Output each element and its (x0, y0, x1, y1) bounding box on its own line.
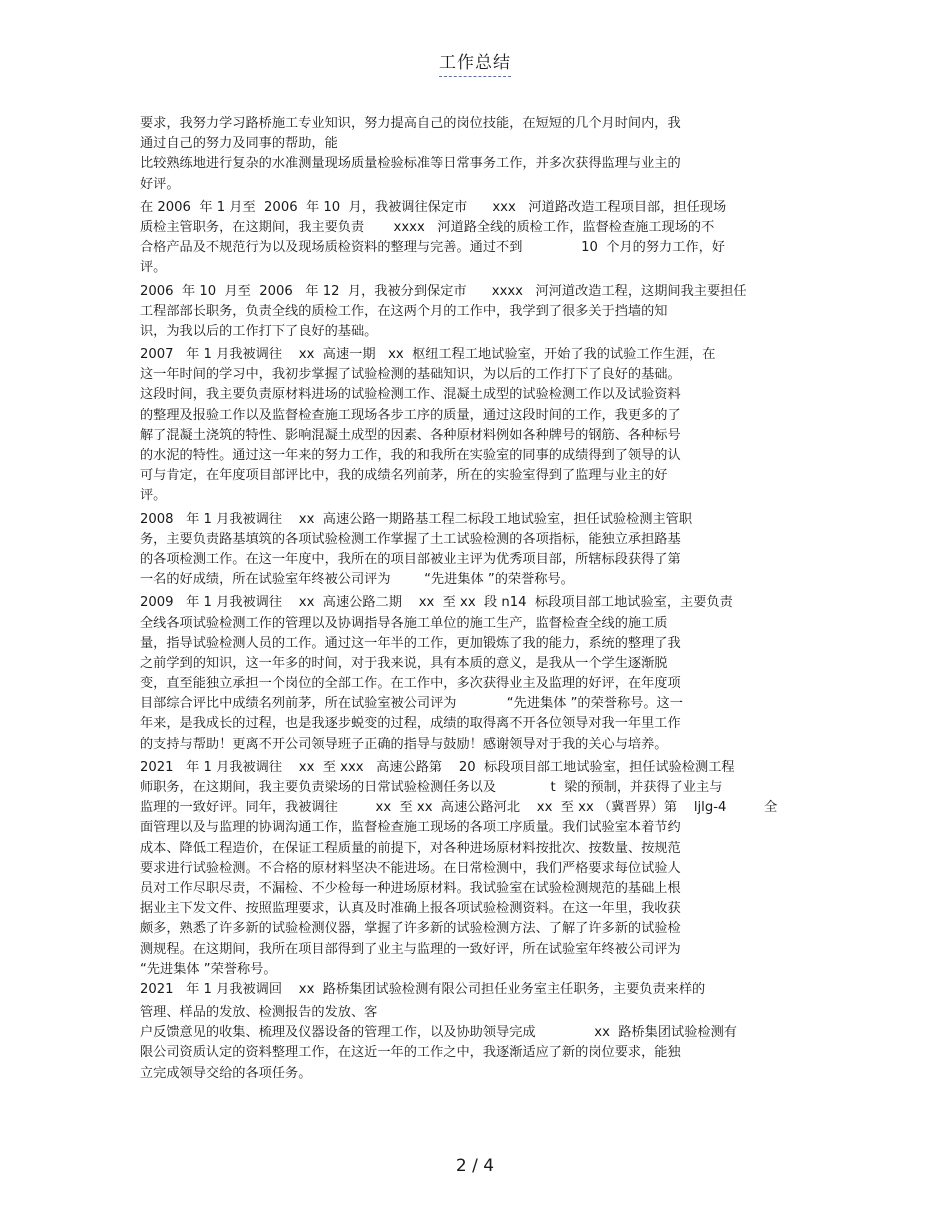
page-number: 2 / 4 (455, 1156, 495, 1176)
text-line: 员对工作尽职尽责，不漏检、不少检每一种进场原材料。我试验室在试验检测规范的基础上根 (140, 880, 681, 896)
text-line: 的水泥的特性。通过这一年来的努力工作，我的和我所在实验室的同事的成绩得到了领导的认 (140, 448, 681, 463)
text-line: 立完成领导交给的各项任务。 (140, 1065, 312, 1081)
document-title: 工作总结 (439, 48, 511, 77)
text-line: 质检主管职务，在这期间，我主要负责 xxxx 河道路全线的质检工作，监督检查施工现场的不 (140, 219, 715, 235)
text-line: 量，指导试验检测人员的工作。通过这一年半的工作，更加锻炼了我的能力，系统的整理了我 (140, 635, 681, 651)
text-line: 这段时间，我主要负责原材料进场的试验检测工作、混凝土成型的试验检测工作以及试验资料 (140, 387, 681, 403)
text-line: 一名的好成绩，所在试验室年终被公司评为 “先进集体 ”的荣誉称号。 (140, 572, 574, 588)
text-line: 好评。 (140, 176, 180, 192)
text-line: 要求，我努力学习路桥施工专业知识，努力提高自己的岗位技能，在短短的几个月时间内，我 (140, 116, 681, 131)
text-line: 在 2006 年 1 月至 2006 年 10 月，我被调往保定市 xxx 河道路改造工程项目部，担任现场 (140, 199, 727, 215)
text-line: 据业主下发文件、按照监理要求，认真及时准确上报各项试验检测资料。在这一年里，我收获 (140, 901, 681, 917)
text-line: 务，主要负责路基填筑的各项试验检测工作掌握了土工试验检测的各项指标，能独立承担路基 (140, 531, 681, 547)
text-line: 监理的一致好评。同年，我被调往 xx 至 xx 高速公路河北 xx 至 xx （冀晋界）第 ljlg-4 全 (140, 800, 778, 816)
text-line: 成本、降低工程造价，在保证工程质量的前提下，对各种进场原材料按批次、按数量、按规范 (140, 840, 681, 856)
text-line: 限公司资质认定的资料整理工作，在这近一年的工作之中，我逐渐适应了新的岗位要求，能独 (140, 1045, 681, 1061)
text-line: 全线各项试验检测工作的管理以及协调指导各施工单位的施工生产，监督检查全线的施工质 (140, 615, 668, 631)
text-line: 2008 年 1 月我被调往 xx 高速公路一期路基工程二标段工地试验室，担任试验检测主管职 (140, 511, 693, 527)
text-line: 要求进行试验检测。不合格的原材料坚决不能进场。在日常检测中，我们严格要求每位试验人 (140, 860, 681, 876)
text-line: 颇多，熟悉了许多新的试验检测仪器，掌握了许多新的试验检测方法、了解了许多新的试验检 (140, 921, 681, 937)
text-line: 合格产品及不规范行为以及现场质检资料的整理与完善。通过不到 10 个月的努力工作，好 (140, 240, 725, 256)
text-line: 2006 年 10 月至 2006 年 12 月，我被分到保定市 xxxx 河河道改造工程，这期间我主要担任 (140, 283, 747, 299)
text-line: 2007 年 1 月我被调往 xx 高速一期 xx 枢纽工程工地试验室，开始了我的试验工作生涯，在 (140, 347, 716, 363)
text-line: 2021 年 1 月我被调回 xx 路桥集团试验检测有限公司担任业务室主任职务，主要负责来样的 (140, 981, 706, 997)
text-line: 师职务，在这期间，我主要负责梁场的日常试验检测任务以及 t 梁的预制，并获得了业主与 (140, 780, 723, 795)
text-line: 评。 (140, 488, 167, 504)
text-line: 评。 (140, 260, 167, 276)
text-line: 目部综合评比中成绩名列前茅，所在试验室被公司评为 “先进集体 ”的荣誉称号。这一 (140, 696, 683, 712)
text-line: 的各项检测工作。在这一年度中，我所在的项目部被业主评为优秀项目部，所辖标段获得了第 (140, 551, 681, 567)
text-line: “先进集体 ”荣誉称号。 (140, 961, 277, 977)
text-line: 户反馈意见的收集、梳理及仪器设备的管理工作，以及协助领导完成 xx 路桥集团试验检测有 (140, 1025, 737, 1041)
text-line: 2009 年 1 月我被调往 xx 高速公路二期 xx 至 xx 段 n14 标段项目部工地试验室，主要负责 (140, 595, 733, 611)
text-line: 面管理以及与监理的协调沟通工作，监督检查施工现场的各项工序质量。我们试验室本着节约 (140, 820, 681, 836)
text-line: 年来，是我成长的过程，也是我逐步蜕变的过程，成绩的取得离不开各位领导对我一年里工作 (140, 716, 681, 732)
text-line: 通过自己的努力及同事的帮助，能 (140, 136, 338, 152)
text-line: 工程部部长职务，负责全线的质检工作，在这两个月的工作中，我学到了很多关于挡墙的知 (140, 303, 668, 319)
text-line: 比较熟练地进行复杂的水准测量现场质量检验标准等日常事务工作，并多次获得监理与业主的 (140, 156, 681, 172)
text-line: 可与肯定，在年度项目部评比中，我的成绩名列前茅，所在的实验室得到了监理与业主的好 (140, 468, 668, 484)
page-header (0, 48, 950, 77)
text-line: 变，直至能独立承担一个岗位的全部工作。在工作中，多次获得业主及监理的好评，在年度项 (140, 676, 681, 692)
text-line: 的支持与帮助！更离不开公司领导班子正确的指导与鼓励！感谢领导对于我的关心与培养。 (140, 736, 668, 752)
text-line: 的整理及报验工作以及监督检查施工现场各步工序的质量，通过这段时间的工作，我更多的了 (140, 407, 681, 423)
text-line: 这一年时间的学习中，我初步掌握了试验检测的基础知识，为以后的工作打下了良好的基础。 (140, 367, 681, 383)
text-line: 解了混凝土浇筑的特性、影响混凝土成型的因素、各种原材料例如各种牌号的钢筋、各种标号 (140, 427, 681, 443)
text-line: 识，为我以后的工作打下了良好的基础。 (140, 323, 378, 339)
document-body (140, 114, 820, 1084)
text-line: 管理、样品的发放、检测报告的发放、客 (140, 1005, 378, 1021)
text-line: 测规程。在这期间，我所在项目部得到了业主与监理的一致好评，所在试验室年终被公司评为 (140, 941, 681, 957)
text-line: 2021 年 1 月我被调往 xx 至 xxx 高速公路第 20 标段项目部工地试验室，担任试验检测工程 (140, 759, 735, 775)
text-line: 之前学到的知识，这一年多的时间，对于我来说，具有本质的意义，是我从一个学生逐渐脱 (140, 655, 668, 671)
